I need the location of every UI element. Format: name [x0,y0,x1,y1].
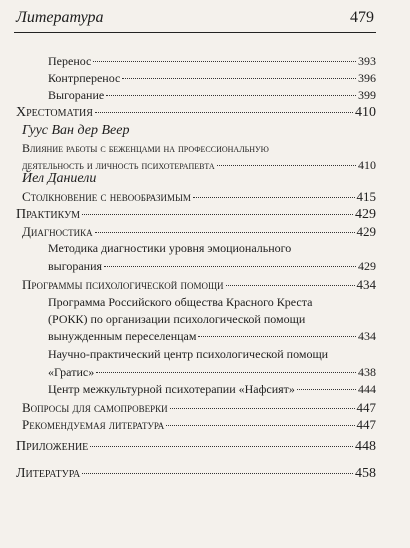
toc-entry-diagnostika[interactable]: Диагностика 429 [22,224,376,239]
toc-entry-kontrperenos[interactable]: Контрперенос 396 [48,71,376,85]
toc-entry-gratis[interactable]: «Гратис» 438 [48,365,376,379]
toc-entry-khrestomatiya[interactable]: Хрестоматия 410 [16,105,376,120]
dot-leader [166,425,354,426]
dot-leader [96,372,356,373]
toc-entry-praktikum[interactable]: Практикум 429 [16,207,376,222]
toc-entry-stolknovenie[interactable]: Столкновение с невообразимым 415 [22,189,376,204]
toc-author-danieli: Йел Даниели [22,171,97,186]
dot-leader [82,214,353,215]
dot-leader [82,473,353,474]
toc-entry-perenos[interactable]: Перенос 393 [48,54,376,68]
dot-leader [217,165,356,166]
toc-entry-rekomenduemaya[interactable]: Рекомендуемая литература 447 [22,417,376,432]
dot-leader [226,285,355,286]
toc-entry-prilozhenie[interactable]: Приложение 448 [16,439,376,454]
toc-entry-rokk-line1[interactable]: Программа Российского общества Красного Креста [48,295,313,309]
dot-leader [106,95,356,96]
dot-leader [170,408,355,409]
toc-entry-gratis-line1[interactable]: Научно-практический центр психологической помощи [48,347,329,361]
toc-author-veer: Гуус Ван дер Веер [22,123,130,138]
toc-entry-nafsiyat[interactable]: Центр межкультурной психотерапии «Нафсият» 444 [48,382,376,396]
toc-entry-vygoranie[interactable]: Выгорание 399 [48,88,376,102]
dot-leader [297,389,356,390]
dot-leader [95,112,353,113]
toc-entry-metodika-line1[interactable]: Методика диагностики уровня эмоционального [48,241,292,255]
dot-leader [90,446,353,447]
toc-entry-literatura[interactable]: Литература 458 [16,466,376,481]
toc-entry-metodika[interactable]: выгорания 429 [48,259,376,273]
header-title: Литература [16,9,104,26]
dot-leader [193,197,355,198]
dot-leader [95,232,355,233]
dot-leader [93,61,356,62]
toc-entry-programmy[interactable]: Программы психологической помощи 434 [22,277,376,292]
toc-entry-vliyanie[interactable]: деятельность и личность психотерапевта 410 [22,158,376,172]
toc-entry-voprosy[interactable]: Вопросы для самопроверки 447 [22,400,376,415]
dot-leader [198,336,356,337]
dot-leader [122,78,356,79]
toc-entry-rokk-line2[interactable]: (РОКК) по организации психологической помощи [48,312,306,326]
toc-entry-vliyanie-line1[interactable]: Влияние работы с беженцами на профессиональную [22,141,269,155]
toc-entry-rokk[interactable]: вынужденным переселенцам 434 [48,329,376,343]
dot-leader [104,266,356,267]
header-page-number: 479 [350,9,374,26]
